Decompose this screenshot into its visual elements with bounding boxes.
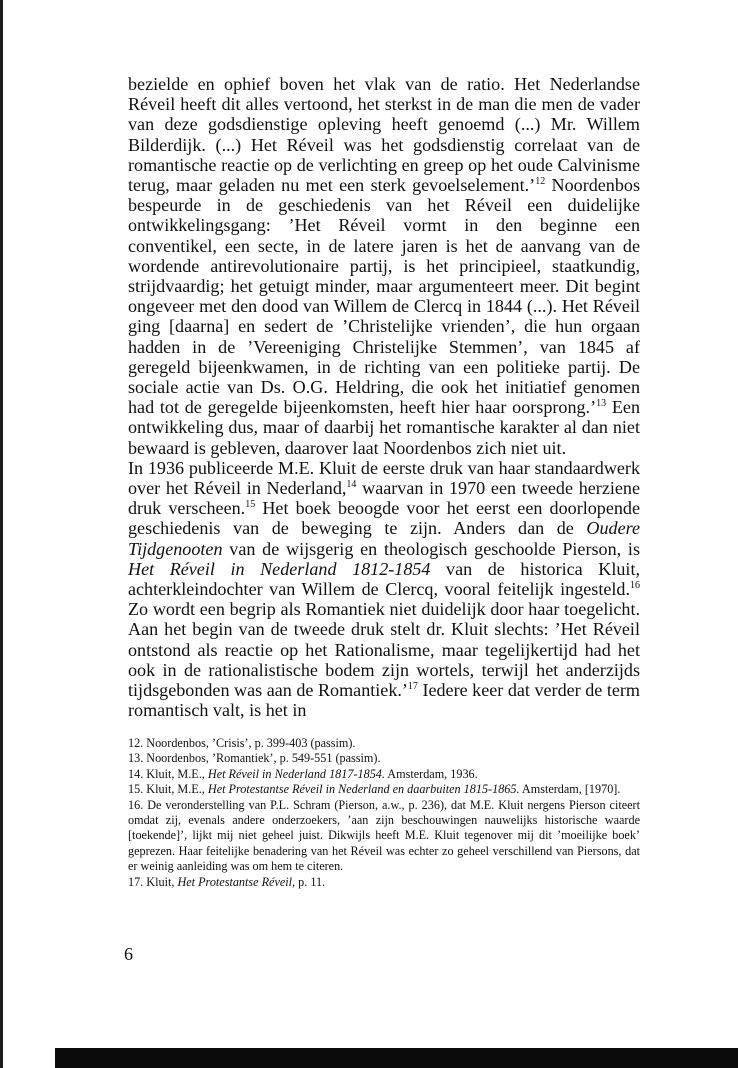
footnote-ref-15: 15 [245,499,256,511]
footnote-ref-16: 16 [630,580,640,592]
footnotes [128,736,640,890]
paragraph-2: In 1936 publiceerde M.E. Kluit de eerste druk van haar standaardwerk over het Réveil in Nederland,$^{14}$ waarvan in 1970 een tweede herziene druk verscheen.$^{15}$ Het boek beoogde voor het eerst een doorlopende geschiedenis van de beweging te zijn. Anders dan de Oudere Tijdgenooten van de wijsgerig en theologisch geschoolde Pierson, is Het Réveil in Nederland 1812-1854 van de historica Kluit, achterkleindochter van Willem de Clercq, vooral feitelijk ingesteld.$^{16}$ Zo wordt een begrip als Romantiek niet duidelijk door haar toegelicht. Aan het begin van de tweede druk stelt dr. Kluit slechts: ’Het Réveil ontstond als reactie op het Rationalisme, maar tegelijkertijd had het ook in de rationalistische bodem zijn wortels, terwijl het anderzijds tijdsgebonden was aan de Romantiek.’$^{17}$ Iedere keer dat verder de term romantisch valt, is het in [128,457,641,721]
footnote-ref-17: 17 [407,681,418,693]
page-number: 6 [124,944,133,964]
footnote-17: 17. Kluit, Het Protestantse Réveil, p. 11. [128,874,326,889]
footnote-13: 13. Noordenbos, ’Romantiek’, p. 549-551 (passim). [128,751,381,766]
scan-left-edge [0,0,3,1068]
footnote-12: 12. Noordenbos, ’Crisis’, p. 399-403 (passim). [128,736,356,750]
title-het-reveil: Het Réveil in Nederland 1812-1854 [128,558,431,579]
footnote-ref-13: 13 [596,398,607,410]
footnote-14: 14. Kluit, M.E., Het Réveil in Nederland 1817-1854. Amsterdam, 1936. [128,766,478,781]
footnote-ref-12: 12 [535,176,546,188]
title-oudere-tijdgenooten: Oudere Tijdgenooten [128,518,640,559]
footnote-15: 15. Kluit, M.E., Het Protestantse Réveil in Nederland en daarbuiten 1815-1865. Amsterdam, [1970]. [128,782,621,797]
body-text [128,74,640,721]
paragraph-1: bezielde en ophief boven het vlak van de ratio. Het Nederlandse Réveil heeft dit alles vertoond, het sterkst in de man die men de vader van deze godsdienstige opleving heeft genoemd (...) Mr. Willem Bilderdijk. (...) Het Réveil was het godsdienstig correlaat van de romantische reactie op de verlichting en greep op het oude Calvinisme terug, maar geladen nu met een sterk gevoelselement.’$^{12}$ Noordenbos bespeurde in de geschiedenis van het Réveil een duidelijke ontwikkelingsgang: ’Het Réveil vormt in den beginne een conventikel, een secte, in de latere jaren is het de aanvang van de wordende antirevolutionaire partij, is het principieel, staatkundig, strijdvaardig; het getuigt minder, maar argumenteert meer. Dit begint ongeveer met den dood van Willem de Clercq in 1844 (...). Het Réveil ging [daarna] en sedert de ’Christelijke vrienden’, die hun orgaan hadden in de ’Vereeniging Christelijke Stemmen’, van 1845 af geregeld bijeenkwamen, in de richting van een politieke partij. De sociale actie van Ds. O.G. Heldring, die ook het initiatief genomen had tot de geregelde bijeenkomsten, heeft hier haar oorsprong.’$^{13}$ Een ontwikkeling dus, maar of daarbij het romantische karakter al dan niet bewaard is gebleven, daarover laat Noordenbos zich niet uit. [128,74,641,458]
footnote-16: 16. De veronderstelling van P.L. Schram (Pierson, a.w., p. 236), dat M.E. Kluit nergens Pierson citeert omdat zij, evenals andere onderzoekers, ’aan zijn beschouwingen nauwelijks historische waarde [toekende]’, lijkt mij niet geheel juist. Dikwijls heeft M.E. Kluit tegenover mij dit ’moeilijke boek’ geprezen. Haar feitelijke benadering van het Réveil was echter zo geheel verschillend van Piersons, dat er weinig aanleiding was om hem te citeren. [128,797,640,874]
footnote-ref-14: 14 [346,479,357,491]
scan-bottom-band [55,1048,738,1068]
